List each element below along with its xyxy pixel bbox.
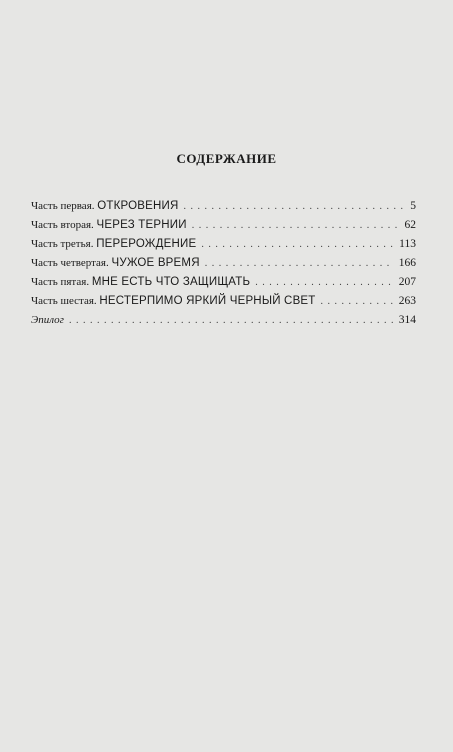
toc-part-label: Часть первая. [31, 200, 95, 212]
toc-chapter-title: НЕСТЕРПИМО ЯРКИЙ ЧЕРНЫЙ СВЕТ [99, 295, 316, 307]
toc-part-label: Часть третья. [31, 238, 94, 250]
toc-dot-leader [184, 197, 406, 216]
toc-chapter-title: ЧУЖОЕ ВРЕМЯ [111, 257, 200, 269]
toc-dot-leader [69, 311, 394, 330]
toc-page-number: 207 [398, 276, 416, 288]
toc-part-label: Часть четвертая. [31, 257, 109, 269]
toc-dot-leader [201, 235, 394, 254]
toc-dot-leader [205, 254, 394, 273]
toc-epilogue-label: Эпилог [31, 314, 64, 326]
toc-entry-part-1 [31, 197, 416, 216]
toc-page-number: 314 [398, 314, 416, 326]
toc-dot-leader [192, 216, 400, 235]
toc-chapter-title: МНЕ ЕСТЬ ЧТО ЗАЩИЩАТЬ [91, 276, 251, 288]
toc-entry-part-3 [31, 235, 416, 254]
toc-part-label: Часть пятая. [31, 276, 90, 288]
toc-heading: СОДЕРЖАНИЕ [176, 151, 277, 166]
toc-part-label: Часть вторая. [31, 219, 94, 231]
toc-list [31, 197, 416, 330]
toc-page-number: 113 [399, 238, 416, 250]
toc-entry-part-2 [31, 216, 416, 235]
toc-page-number: 166 [398, 257, 416, 269]
toc-part-label: Часть шестая. [31, 295, 97, 307]
toc-dot-leader [321, 292, 394, 311]
toc-entry-part-6 [31, 292, 416, 311]
toc-chapter-title: ЧЕРЕЗ ТЕРНИИ [96, 219, 187, 231]
toc-page-number: 5 [410, 200, 416, 212]
toc-entry-part-4 [31, 254, 416, 273]
toc-page-number: 263 [398, 295, 416, 307]
toc-entry-part-5 [31, 273, 416, 292]
toc-entry-epilogue [31, 311, 416, 330]
toc-dot-leader [255, 273, 394, 292]
toc-chapter-title: ОТКРОВЕНИЯ [97, 200, 179, 212]
toc-chapter-title: ПЕРЕРОЖДЕНИЕ [96, 238, 197, 250]
toc-page-number: 62 [404, 219, 416, 231]
